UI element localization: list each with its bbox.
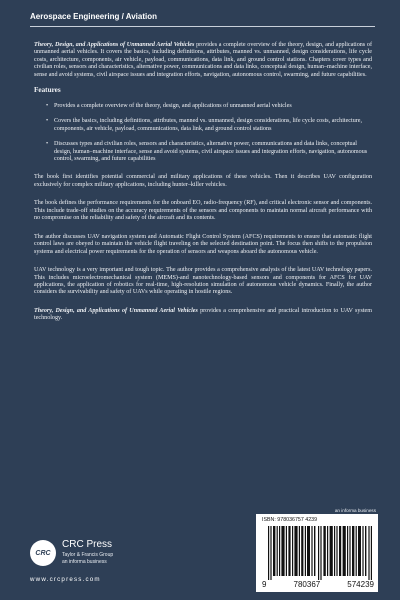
feature-item: • Discusses types and civilian roles, sensors and characteristics, alternative power, communications and data links, conceptual design, human–machine interface, sense and avoid systems, civil airspace issues and integration efforts, navigation, autonomous control, swarming, and future capabilities [46,141,372,163]
publisher-name: CRC Press [62,539,113,550]
barcode-digits [262,580,374,589]
informa-label: an informa business [334,508,376,513]
body-paragraph: The book first identifies potential commercial and military applications of these vehicles. Then it describes UAV configuration exclusively for complex military applications, including hunter–killer vehicles. [34,174,372,188]
back-cover-text [34,42,372,330]
feature-item: • Covers the basics, including definitions, attributes, manned vs. unmanned, design considerations, life cycle costs, architecture, components, air vehicle, payload, communications, data link, and ground control stations [46,118,372,133]
barcode-digit-group: 780367 [293,580,321,589]
barcode-digit-lead: 9 [262,580,267,589]
publisher-block [30,536,200,586]
intro-book-title: Theory, Design, and Applications of Unmanned Aerial Vehicles [34,42,195,48]
category-label: Aerospace Engineering / Aviation [30,12,157,21]
feature-item: • Provides a complete overview of the theory, design, and applications of unmanned aerial vehicles [46,103,372,110]
crc-logo-icon [30,540,56,566]
publisher-url: www.crcpress.com [30,576,101,583]
body-paragraph: The book defines the performance requirements for the onboard EO, radio-frequency (RF), and critical electronic sensor and components. This include trade-off studies on the accuracy requirements of the sensors and components to maintain normal aircraft performance with no compromise on the reliability and safety of the aircraft and its contents. [34,200,372,222]
category-header [30,12,375,27]
features-list [34,103,372,164]
isbn-barcode-box [256,514,378,592]
barcode-icon [268,526,372,580]
features-heading: Features [34,86,61,95]
publisher-business: an informa business [62,558,107,565]
publisher-group: Taylor & Francis Group [62,552,114,558]
barcode-digit-group: 574239 [347,580,374,589]
intro-text: provides a complete overview of the theory, design, and applications of unmanned aerial vehicles. It covers the basics, including definitions, attributes, manned vs. unmanned, design considerations, life cycle costs, architecture, components, air vehicle, payload, communications, data link, and ground control stations. Chapters cover types and civilian roles, sensors and characteristics, alternative power, communications and data links, conceptual design, human–machine interface, sense and avoid systems, civil airspace issues and integration efforts, navigation, autonomous control, swarming, and future capabilities. [34,42,372,78]
body-paragraph: The author discusses UAV navigation system and Automatic Flight Control System (AFCS) requirements to ensure that automatic flight control laws are obeyed to maintain the vehicle flight traveling on the selected destination point. The focus then shifts to the propulsion systems and electrical power requirements for the operation of sensors and weapons aboard the autonomous vehicle. [34,233,372,255]
isbn-label: ISBN: 978036757 4239 [262,517,318,523]
publisher-subtitle [62,552,113,565]
intro-paragraph [34,42,372,79]
closing-book-title: Theory, Design, and Applications of Unmanned Aerial Vehicles [34,307,198,314]
closing-paragraph [34,308,372,323]
closing-text: provides a comprehensive and practical introduction to UAV system technology. [34,307,372,322]
body-paragraph: UAV technology is a very important and tough topic. The author provides a comprehensive analysis of the latest UAV technology papers. This includes microelectromechanical system (MEMS)-and nanotechnology-based sensors and components for AFCS for UAV applications, the application of robotics for real-time, high-resolution simulation of autonomous vehicle dynamics. Finally, the author considers the survivability and safety of UAVs while operating in hostile regions. [34,267,372,296]
crc-logo-text: CRC [35,549,51,557]
